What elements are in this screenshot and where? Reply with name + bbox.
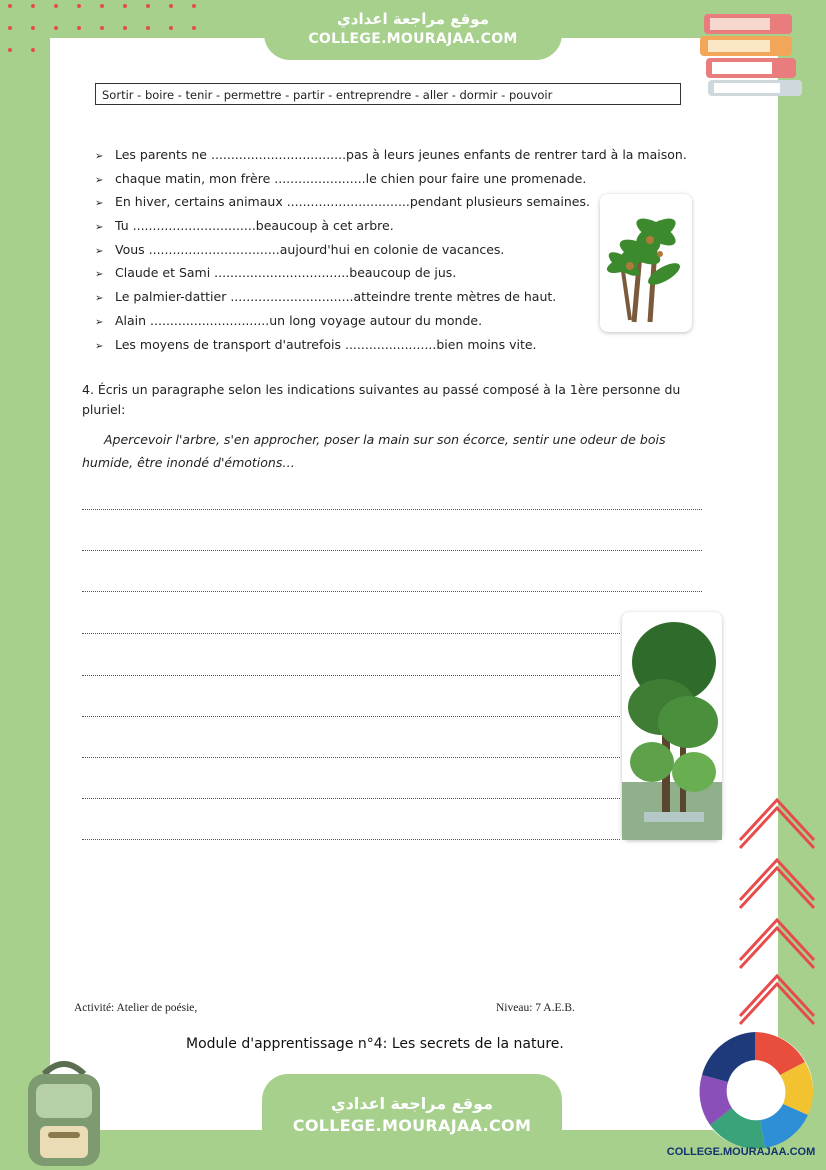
decorative-dot — [8, 4, 12, 8]
backpack-icon — [14, 1054, 114, 1169]
books-icon — [698, 10, 808, 100]
decorative-dot — [192, 26, 196, 30]
decorative-dot — [54, 26, 58, 30]
writing-line[interactable] — [82, 591, 702, 592]
writing-line[interactable] — [82, 550, 702, 551]
decorative-dot — [31, 48, 35, 52]
sentence-text: En hiver, certains animaux ...............................pendant plusieurs semaines. — [115, 194, 590, 210]
writing-line[interactable] — [82, 839, 620, 840]
decorative-dot — [169, 4, 173, 8]
sentence-text: Le palmier-dattier ...............................atteindre trente mètres de haut. — [115, 289, 557, 305]
list-item — [95, 169, 687, 193]
chevrons-icon — [732, 790, 822, 1030]
decorative-dot — [77, 26, 81, 30]
sentence-list — [95, 145, 687, 358]
activity-label: Activité: Atelier de poésie, — [74, 1002, 198, 1014]
site-logo-caption[interactable]: COLLEGE.MOURAJAA.COM — [666, 1146, 816, 1158]
writing-line[interactable] — [82, 798, 620, 799]
decorative-dot — [100, 26, 104, 30]
site-arabic-name: موقع مراجعة اعدادي — [330, 1094, 494, 1113]
list-item — [95, 216, 687, 240]
question-4-instructions: Apercevoir l'arbre, s'en approcher, poser la main sur son écorce, sentir une odeur de bois humide, être inondé d'émotions… — [82, 432, 666, 470]
site-banner-bottom[interactable] — [262, 1074, 562, 1154]
decorative-dot — [146, 4, 150, 8]
list-item — [95, 335, 687, 359]
arrow-icon: ➢ — [95, 151, 104, 162]
sentence-text: Tu ...............................beaucoup à cet arbre. — [115, 218, 394, 234]
decorative-dot — [100, 4, 104, 8]
sentence-text: Claude et Sami ..................................beaucoup de jus. — [115, 265, 457, 281]
writing-line[interactable] — [82, 757, 620, 758]
site-banner-top[interactable] — [264, 0, 562, 60]
writing-line[interactable] — [82, 509, 702, 510]
site-arabic-name: موقع مراجعة اعدادي — [337, 10, 489, 28]
decorative-dot — [8, 48, 12, 52]
list-item — [95, 145, 687, 169]
list-item — [95, 311, 687, 335]
arrow-icon: ➢ — [95, 198, 104, 210]
question-4-prompt: 4. Écris un paragraphe selon les indications suivantes au passé composé à la 1ère personne du pluriel: — [82, 382, 681, 417]
palm-tree-image — [600, 194, 692, 332]
list-item — [95, 192, 687, 216]
writing-line[interactable] — [82, 633, 620, 634]
decorative-dot — [31, 26, 35, 30]
decorative-dot — [123, 26, 127, 30]
writing-line[interactable] — [82, 716, 620, 717]
sentence-text: Les parents ne ..................................pas à leurs jeunes enfants de rentrer tard à la maison. — [115, 147, 687, 162]
sentence-text: Les moyens de transport d'autrefois .......................bien moins vite. — [115, 336, 537, 352]
arrow-icon: ➢ — [95, 174, 104, 186]
arrow-icon: ➢ — [95, 340, 104, 352]
arrow-icon: ➢ — [95, 269, 104, 281]
decorative-dot — [77, 4, 81, 8]
decorative-dot — [192, 4, 196, 8]
sentence-text: chaque matin, mon frère .......................le chien pour faire une promenade. — [115, 170, 587, 186]
tree-image — [622, 612, 722, 840]
arrow-icon: ➢ — [95, 316, 104, 328]
decorative-dot — [31, 4, 35, 8]
decorative-dot — [169, 26, 173, 30]
module-title: Module d'apprentissage n°4: Les secrets de la nature. — [186, 1036, 564, 1052]
list-item — [95, 240, 687, 264]
arrow-icon: ➢ — [95, 293, 104, 305]
sentence-text: Vous .................................aujourd'hui en colonie de vacances. — [115, 241, 505, 257]
level-label: Niveau: 7 A.E.B. — [496, 1002, 575, 1014]
site-url[interactable]: COLLEGE.MOURAJAA.COM — [308, 31, 518, 47]
site-url[interactable]: COLLEGE.MOURAJAA.COM — [292, 1116, 532, 1135]
list-item — [95, 263, 687, 287]
list-item — [95, 287, 687, 311]
decorative-dot — [146, 26, 150, 30]
decorative-dot — [54, 4, 58, 8]
verb-list-box: Sortir - boire - tenir - permettre - partir - entreprendre - aller - dormir - pouvoir — [95, 83, 681, 105]
sentence-text: Alain ..............................un long voyage autour du monde. — [115, 312, 483, 328]
decorative-dot — [8, 26, 12, 30]
decorative-dot — [123, 4, 127, 8]
writing-line[interactable] — [82, 675, 620, 676]
arrow-icon: ➢ — [95, 222, 104, 234]
arrow-icon: ➢ — [95, 245, 104, 257]
